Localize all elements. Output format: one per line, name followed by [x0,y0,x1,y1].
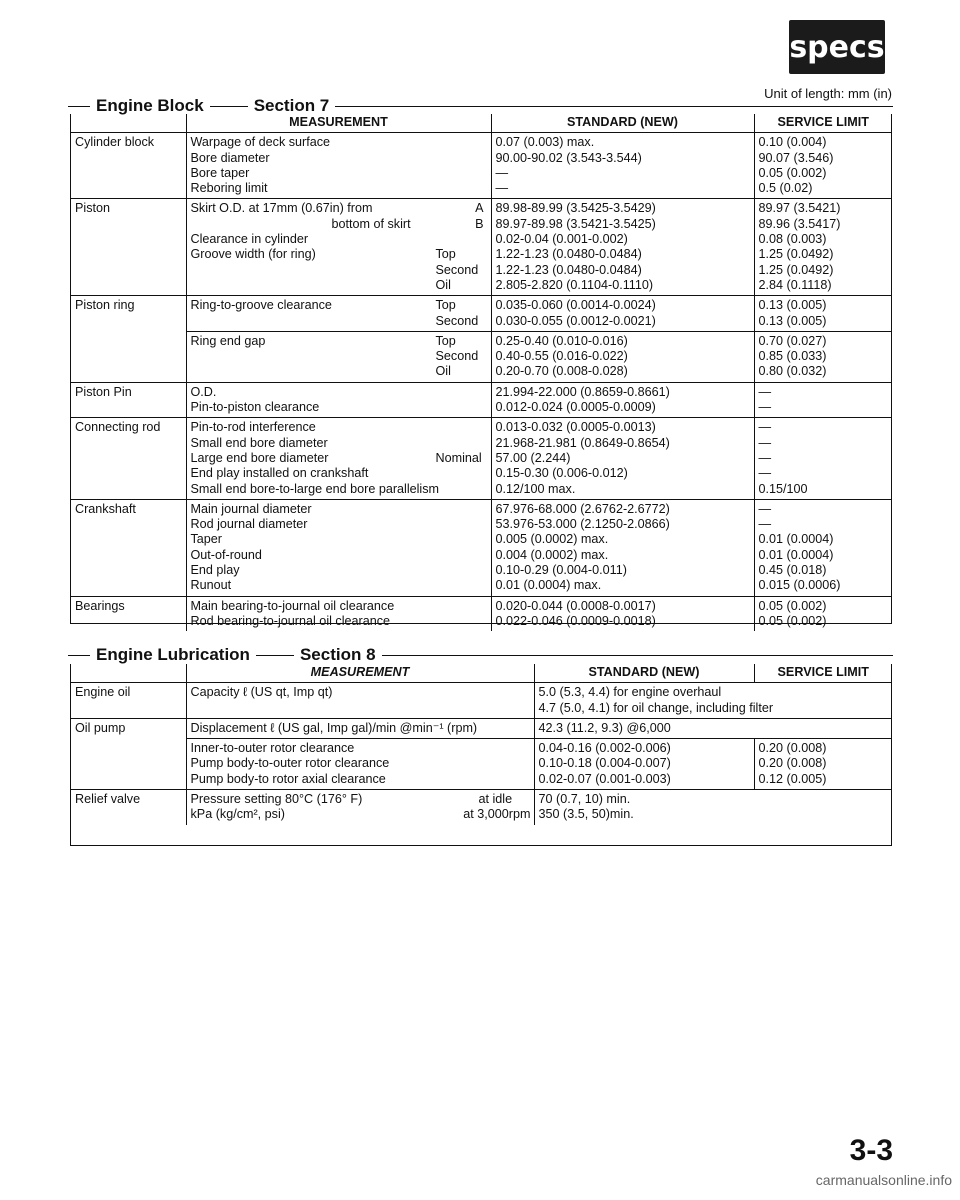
standard-cell [491,382,754,418]
measurement-line [191,599,488,614]
measurement-qualifier [436,502,488,517]
measurement-cell [186,331,491,382]
measurement-qualifier: Nominal [435,450,482,465]
standard-cell-line: 0.40-0.55 (0.016-0.022) [495,349,628,364]
measurement-text: Large end bore diameter [190,450,329,465]
service-limit-cell-line: 0.12 (0.005) [758,771,827,786]
engine-block-heading [68,96,893,116]
standard-cell [491,331,754,382]
lub-header-measurement: MEASUREMENT [186,664,534,683]
standard-cell [534,718,892,738]
standard-cell-line: 0.20-0.70 (0.008-0.028) [495,364,628,379]
measurement-text: Taper [190,532,223,547]
measurement-text: End play [190,563,240,578]
measurement-qualifier [436,532,488,547]
measurement-qualifier [479,756,531,771]
measurement-qualifier [436,517,488,532]
standard-cell-line: 0.07 (0.003) max. [495,135,595,150]
standard-cell-line: 21.994-22.000 (0.8659-0.8661) [495,384,670,399]
engine-lubrication-table-box [70,664,892,846]
service-limit-cell-line: 0.70 (0.027) [758,333,827,348]
standard-cell-line: 0.01 (0.0004) max. [495,578,602,593]
measurement-line [191,502,488,517]
measurement-qualifier [479,772,531,787]
measurement-line [191,247,488,262]
measurement-line [191,756,531,771]
table-row [71,739,892,790]
table-row [71,296,892,332]
standard-cell-line: 0.020-0.044 (0.0008-0.0017) [495,598,656,613]
measurement-qualifier: Second [435,349,479,364]
table-row [71,331,892,382]
service-limit-cell-line: 0.80 (0.032) [758,364,827,379]
measurement-text: Warpage of deck surface [190,135,331,150]
measurement-line [191,232,488,247]
engine-lubrication-section: Section 8 [299,645,376,664]
service-limit-cell-line: 0.01 (0.0004) [758,547,834,562]
measurement-qualifier: Oil [435,364,451,379]
engine-block-table [71,114,892,631]
measurement-qualifier [479,721,531,736]
service-limit-cell [754,199,892,296]
measurement-qualifier [436,420,488,435]
unit-note: Unit of length: mm (in) [764,86,892,101]
measurement-line [191,181,488,196]
service-limit-cell-line: 1.25 (0.0492) [758,262,834,277]
service-limit-cell-line: — [758,517,772,532]
service-limit-cell-line: 0.13 (0.005) [758,313,827,328]
service-limit-cell [754,382,892,418]
measurement-text: Runout [190,578,232,593]
service-limit-cell-line: 1.25 (0.0492) [758,247,834,262]
service-limit-cell-line: — [758,384,772,399]
measurement-text: Clearance in cylinder [190,232,309,247]
measurement-line [191,263,488,278]
measurement-line [191,548,488,563]
measurement-line [191,217,488,232]
header-standard: STANDARD (NEW) [491,114,754,133]
standard-cell-line: 0.022-0.046 (0.0009-0.0018) [495,613,656,628]
standard-cell [491,199,754,296]
standard-cell-line: 1.22-1.23 (0.0480-0.0484) [495,247,642,262]
standard-cell [491,133,754,199]
part-name: Piston [71,199,186,296]
service-limit-cell-line: 0.015 (0.0006) [758,578,841,593]
measurement-cell [186,199,491,296]
table-row [71,382,892,418]
measurement-cell [186,499,491,596]
engine-lubrication-title: Engine Lubrication [96,645,250,664]
table-row [71,499,892,596]
measurement-line [191,482,488,497]
measurement-line [191,517,488,532]
standard-cell-line: 2.805-2.820 (0.1104-0.1110) [495,277,654,292]
part-name: Connecting rod [71,418,186,499]
measurement-line [191,772,531,787]
service-limit-cell-line: 0.15/100 [758,481,808,496]
service-limit-cell [754,133,892,199]
measurement-line [191,314,488,329]
measurement-text: Capacity ℓ (US qt, Imp qt) [190,685,333,700]
measurement-text: Displacement ℓ (US gal, Imp gal)/min @min⁻¹ (rpm) [190,720,478,735]
measurement-text: Rod bearing-to-journal oil clearance [190,613,391,628]
measurement-text: Main bearing-to-journal oil clearance [190,598,395,613]
standard-cell-line: 21.968-21.981 (0.8649-0.8654) [495,435,670,450]
measurement-line [191,614,488,629]
service-limit-cell-line: 0.01 (0.0004) [758,532,834,547]
standard-cell [491,596,754,631]
standard-cell-line: 0.012-0.024 (0.0005-0.0009) [495,400,656,415]
measurement-line [191,420,488,435]
measurement-qualifier [436,232,488,247]
service-limit-cell-line: 0.08 (0.003) [758,232,827,247]
measurement-text: Bore taper [190,165,250,180]
service-limit-cell-line: 0.85 (0.033) [758,349,827,364]
measurement-line [191,135,488,150]
measurement-line [191,578,488,593]
header-service-limit: SERVICE LIMIT [754,114,892,133]
measurement-text: Small end bore-to-large end bore parallelism [190,481,440,496]
standard-cell-line: 350 (3.5, 50)min. [538,807,634,822]
measurement-qualifier [436,466,488,481]
measurement-text: Small end bore diameter [190,435,328,450]
measurement-qualifier: Second [435,313,479,328]
engine-lubrication-table [71,664,892,825]
measurement-line [191,532,488,547]
measurement-qualifier [479,741,531,756]
part-name: Oil pump [71,718,186,738]
measurement-line [191,364,488,379]
measurement-line [191,466,488,481]
measurement-cell [186,133,491,199]
standard-cell-line: — [495,181,509,196]
service-limit-cell-line: 89.96 (3.5417) [758,216,841,231]
service-limit-cell-line: 0.20 (0.008) [758,741,827,756]
service-limit-cell-line: — [758,435,772,450]
measurement-qualifier: Second [435,262,479,277]
part-name: Piston Pin [71,382,186,418]
measurement-line [191,436,488,451]
standard-cell-line: 0.02-0.04 (0.001-0.002) [495,232,628,247]
standard-cell-line: 0.030-0.055 (0.0012-0.0021) [495,313,656,328]
measurement-qualifier: A [475,201,484,216]
service-limit-cell-line: 0.13 (0.005) [758,298,827,313]
measurement-text: kPa (kg/cm², psi) [190,807,285,822]
standard-cell-line: 0.10-0.18 (0.004-0.007) [538,756,671,771]
header-measurement: MEASUREMENT [186,114,491,133]
measurement-line [191,400,488,415]
measurement-qualifier: B [475,216,484,231]
service-limit-cell-line: 2.84 (0.1118) [758,277,832,292]
measurement-qualifier [436,135,488,150]
standard-cell-line: 0.10-0.29 (0.004-0.011) [495,563,627,578]
standard-cell-line: 0.04-0.16 (0.002-0.006) [538,741,671,756]
standard-cell-line: 1.22-1.23 (0.0480-0.0484) [495,262,642,277]
standard-cell-line: 4.7 (5.0, 4.1) for oil change, including filter [538,700,774,715]
standard-cell-line: 0.005 (0.0002) max. [495,532,609,547]
service-limit-cell-line: — [758,400,772,415]
service-limit-cell-line: 0.10 (0.004) [758,135,827,150]
standard-cell [491,499,754,596]
service-limit-cell-line: 0.20 (0.008) [758,756,827,771]
standard-cell-line: 67.976-68.000 (2.6762-2.6772) [495,501,670,516]
service-limit-cell-line: — [758,420,772,435]
measurement-cell [186,790,534,825]
standard-cell-line: 70 (0.7, 10) min. [538,792,631,807]
table-row [71,596,892,631]
measurement-qualifier [436,400,488,415]
engine-block-title: Engine Block [96,96,204,115]
measurement-text: Pressure setting 80°C (176° F) [190,792,363,807]
measurement-qualifier: at 3,000rpm [463,807,531,822]
service-limit-cell-line: 90.07 (3.546) [758,150,834,165]
service-limit-cell [754,596,892,631]
watermark: carmanualsonline.info [815,1172,952,1188]
measurement-text: Groove width (for ring) [190,247,316,262]
measurement-qualifier [436,385,488,400]
measurement-text: Reboring limit [190,181,268,196]
table-row [71,718,892,738]
measurement-text: Bore diameter [190,150,270,165]
measurement-text: O.D. [190,384,217,399]
measurement-text: Pin-to-rod interference [190,420,316,435]
measurement-line [191,151,488,166]
standard-cell-line: 0.12/100 max. [495,481,576,496]
measurement-qualifier [436,181,488,196]
measurement-line [191,349,488,364]
standard-cell-line: 0.25-0.40 (0.010-0.016) [495,333,628,348]
standard-cell-line: 89.98-89.99 (3.5425-3.5429) [495,201,656,216]
measurement-cell [186,596,491,631]
service-limit-cell-line: — [758,501,772,516]
standard-cell-line: 5.0 (5.3, 4.4) for engine overhaul [538,685,722,700]
service-limit-cell [754,499,892,596]
standard-cell [491,296,754,332]
measurement-qualifier: Oil [435,277,451,292]
standard-cell-line: 0.02-0.07 (0.001-0.003) [538,771,671,786]
measurement-line [191,166,488,181]
measurement-line [191,741,531,756]
measurement-cell [186,739,534,790]
part-name: Bearings [71,596,186,631]
lub-header-standard: STANDARD (NEW) [534,664,754,683]
standard-cell-line: 0.15-0.30 (0.006-0.012) [495,466,628,481]
measurement-text: Main journal diameter [190,501,312,516]
service-limit-cell [754,331,892,382]
measurement-cell [186,683,534,719]
part-name [71,739,186,790]
service-limit-cell [754,739,892,790]
measurement-qualifier [436,548,488,563]
service-limit-cell-line: 0.5 (0.02) [758,181,813,196]
page-number: 3-3 [849,1134,893,1167]
standard-cell-line: 89.97-89.98 (3.5421-3.5425) [495,216,656,231]
table-row [71,418,892,499]
measurement-line [191,334,488,349]
standard-cell-line: 53.976-53.000 (2.1250-2.0866) [495,517,670,532]
measurement-text: End play installed on crankshaft [190,466,369,481]
part-name: Cylinder block [75,135,155,150]
part-name [71,331,186,382]
measurement-line [191,385,488,400]
measurement-text: Skirt O.D. at 17mm (0.67in) from [190,201,373,216]
service-limit-cell-line: — [758,450,772,465]
specs-logo: specs [789,20,885,74]
standard-cell-line: 57.00 (2.244) [495,450,571,465]
measurement-text: Rod journal diameter [190,517,308,532]
measurement-line [191,721,531,736]
measurement-text: bottom of skirt [331,216,411,231]
measurement-text: Pump body-to-outer rotor clearance [190,756,390,771]
engine-block-section: Section 7 [253,96,330,115]
measurement-qualifier [436,166,488,181]
measurement-qualifier [436,599,488,614]
part-name: Engine oil [75,685,131,700]
measurement-qualifier: Top [435,247,456,262]
measurement-qualifier [436,436,488,451]
part-name: Crankshaft [71,499,186,596]
part-name: Piston ring [71,296,186,332]
measurement-cell [186,296,491,332]
service-limit-cell [754,296,892,332]
part-name: Relief valve [71,790,186,825]
measurement-text: Inner-to-outer rotor clearance [190,741,355,756]
measurement-line [191,807,531,822]
measurement-line [191,685,531,700]
standard-cell-line: 90.00-90.02 (3.543-3.544) [495,150,642,165]
service-limit-cell-line: 89.97 (3.5421) [758,201,841,216]
service-limit-cell [754,418,892,499]
service-limit-cell-line: 0.45 (0.018) [758,563,827,578]
measurement-cell [186,718,534,738]
measurement-line [191,201,488,216]
measurement-qualifier [436,614,488,629]
measurement-qualifier: Top [435,298,456,313]
table-row [71,683,892,719]
measurement-text: Ring-to-groove clearance [190,298,332,313]
measurement-cell [186,382,491,418]
measurement-qualifier [436,578,488,593]
table-row [71,790,892,825]
standard-cell [534,790,892,825]
service-limit-cell-line: 0.05 (0.002) [758,613,827,628]
measurement-qualifier: at idle [478,792,513,807]
measurement-line [191,563,488,578]
standard-cell [491,418,754,499]
standard-cell [534,739,754,790]
measurement-text: Pump body-to rotor axial clearance [190,771,386,786]
measurement-text: Ring end gap [190,333,266,348]
measurement-qualifier [479,685,531,700]
service-limit-cell-line: 0.05 (0.002) [758,598,827,613]
measurement-line [191,451,488,466]
measurement-cell [186,418,491,499]
service-limit-cell-line: 0.05 (0.002) [758,165,827,180]
measurement-line [191,298,488,313]
engine-lubrication-heading [68,645,893,665]
standard-cell-line: 0.013-0.032 (0.0005-0.0013) [495,420,656,435]
lub-header-service-limit: SERVICE LIMIT [754,664,892,683]
standard-cell-line: — [495,165,509,180]
measurement-qualifier [439,482,491,497]
standard-cell-line: 0.035-0.060 (0.0014-0.0024) [495,298,656,313]
table-row [71,199,892,296]
engine-block-table-box [70,114,892,628]
table-row [71,133,892,199]
measurement-qualifier [436,563,488,578]
measurement-line [191,278,488,293]
measurement-qualifier [436,151,488,166]
standard-cell [534,683,892,719]
measurement-qualifier: Top [435,333,456,348]
measurement-text: Out-of-round [190,547,262,562]
measurement-line [191,792,531,807]
service-limit-cell-line: — [758,466,772,481]
standard-cell-line: 0.004 (0.0002) max. [495,547,609,562]
standard-cell-line: 42.3 (11.2, 9.3) @6,000 [538,720,671,735]
measurement-text: Pin-to-piston clearance [190,400,320,415]
